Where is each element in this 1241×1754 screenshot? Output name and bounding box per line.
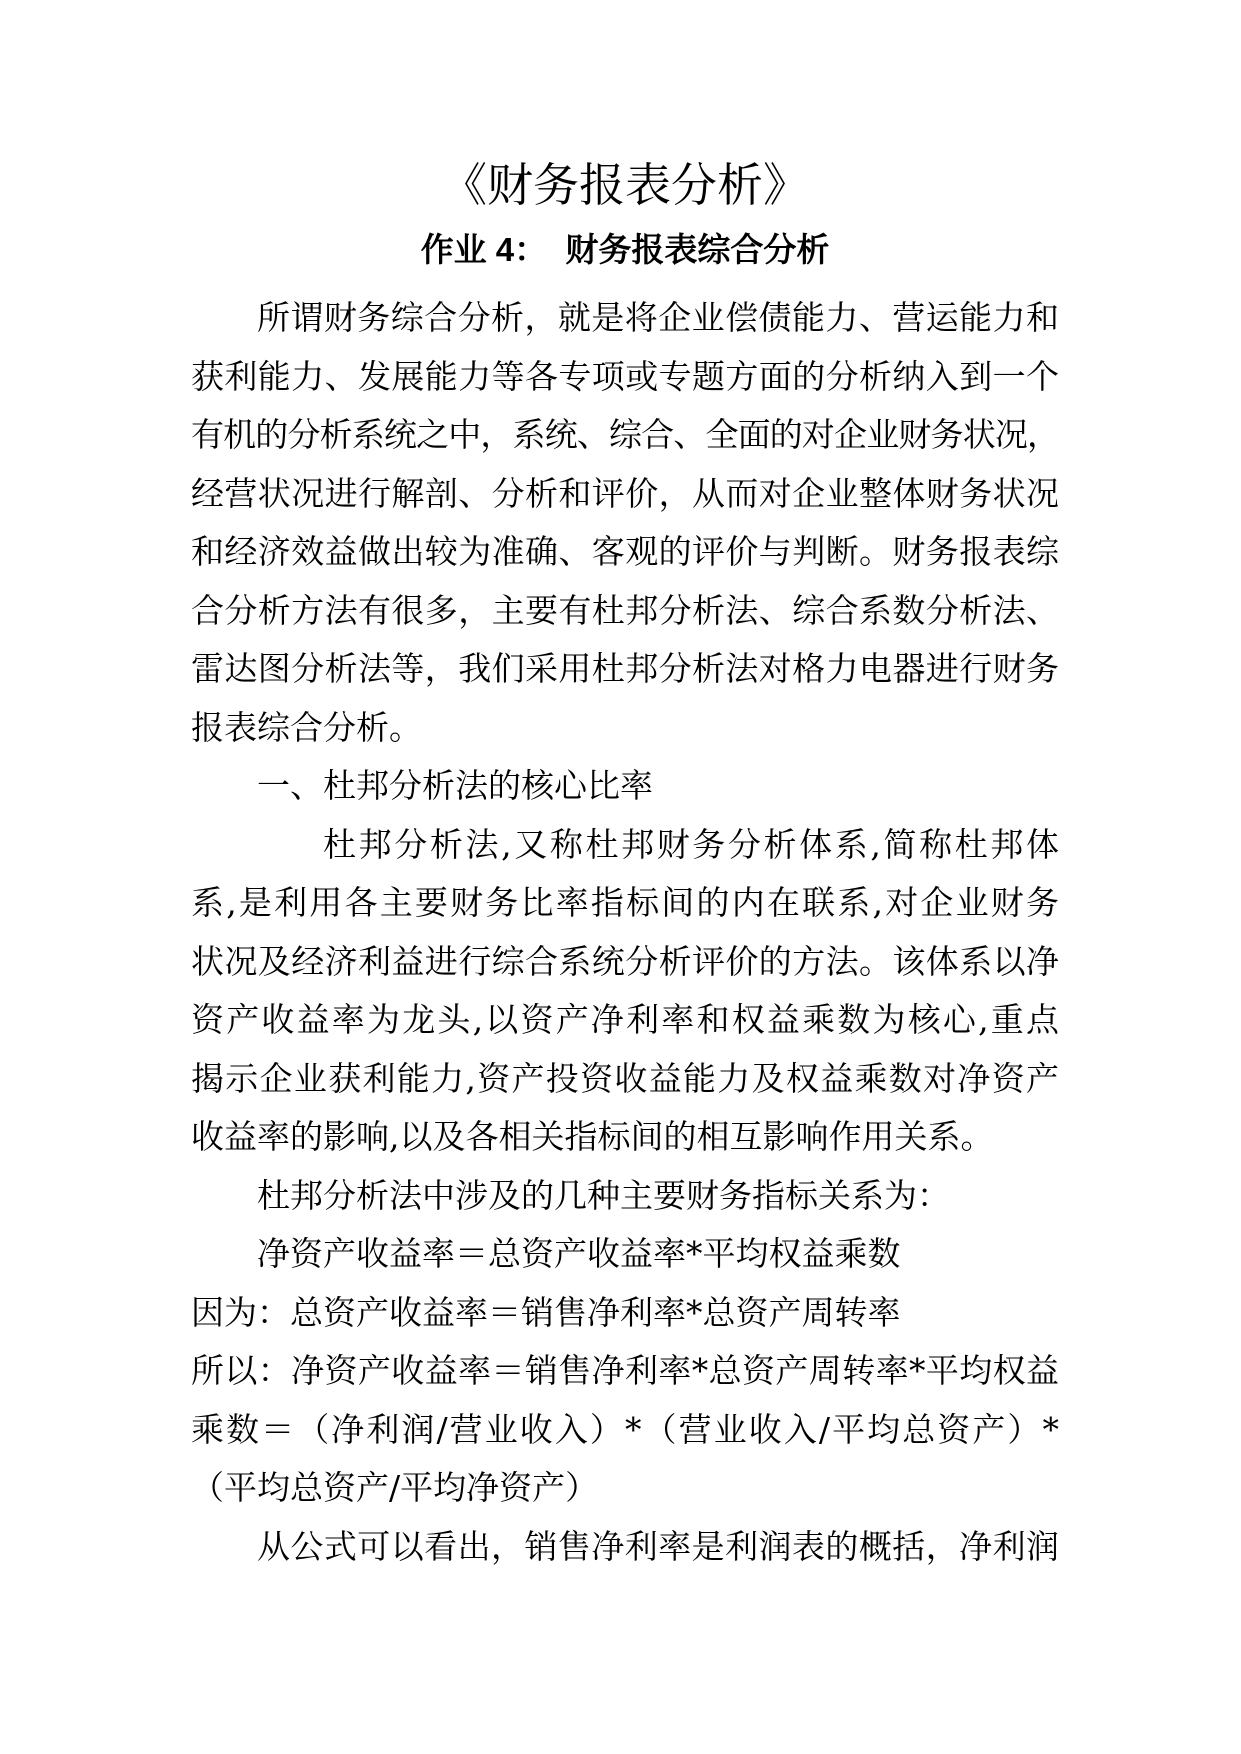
section-heading-text: 一、杜邦分析法的核心比率 — [257, 766, 653, 805]
paragraph-dupont-definition — [191, 816, 1059, 1167]
formula-roe — [191, 1225, 1059, 1284]
text-line: 资产收益率为龙头,以资产净利率和权益乘数为核心,重点 — [191, 1000, 1059, 1039]
section-heading — [191, 757, 1059, 816]
text-line: 杜邦分析法中涉及的几种主要财务指标关系为： — [257, 1175, 950, 1215]
paragraph-intro — [191, 289, 1059, 757]
formula-line: 因为：总资产收益率＝销售净利率*总资产周转率 — [191, 1292, 901, 1332]
text-line: 和经济效益做出较为准确、客观的评价与判断。财务报表综 — [191, 532, 1059, 571]
text-line: 系,是利用各主要财务比率指标间的内在联系,对企业财务 — [191, 883, 1059, 922]
text-line: 获利能力、发展能力等各专项或专题方面的分析纳入到一个 — [191, 356, 1059, 396]
text-line: 报表综合分析。 — [191, 707, 422, 747]
formula-line: （平均总资产/平均净资产） — [191, 1468, 599, 1507]
paragraph-conclusion — [191, 1518, 1059, 1577]
text-line: 从公式可以看出，销售净利率是利润表的概括，净利润 — [257, 1526, 1059, 1566]
document-title: 《财务报表分析》 — [441, 158, 809, 212]
text-line: 所谓财务综合分析，就是将企业偿债能力、营运能力和 — [257, 298, 1059, 337]
text-line: 收益率的影响,以及各相关指标间的相互影响作用关系。 — [191, 1117, 994, 1156]
text-line: 揭示企业获利能力,资产投资收益能力及权益乘数对净资产 — [191, 1058, 1059, 1098]
formula-expanded — [191, 1342, 1059, 1518]
text-line: 合分析方法有很多，主要有杜邦分析法、综合系数分析法、 — [191, 590, 1059, 630]
assignment-subtitle: 作业 4： 财务报表综合分析 — [420, 231, 830, 268]
text-line: 有机的分析系统之中，系统、综合、全面的对企业财务状况， — [191, 415, 1059, 454]
formula-line: 净资产收益率＝总资产收益率*平均权益乘数 — [257, 1234, 901, 1273]
text-line: 经营状况进行解剖、分析和评价，从而对企业整体财务状况 — [191, 473, 1059, 513]
text-line: 杜邦分析法,又称杜邦财务分析体系,简称杜邦体 — [323, 824, 1059, 864]
formula-line: 乘数＝（净利润/营业收入）*（营业收入/平均总资产）* — [191, 1409, 1059, 1449]
text-line: 状况及经济利益进行综合系统分析评价的方法。该体系以净 — [191, 941, 1059, 981]
body-text — [191, 289, 1059, 1576]
text-line: 雷达图分析法等，我们采用杜邦分析法对格力电器进行财务 — [191, 649, 1059, 688]
paragraph-indicator-intro — [191, 1167, 1059, 1226]
formula-roa — [191, 1284, 1059, 1343]
formula-line: 所以：净资产收益率＝销售净利率*总资产周转率*平均权益 — [191, 1351, 1059, 1390]
